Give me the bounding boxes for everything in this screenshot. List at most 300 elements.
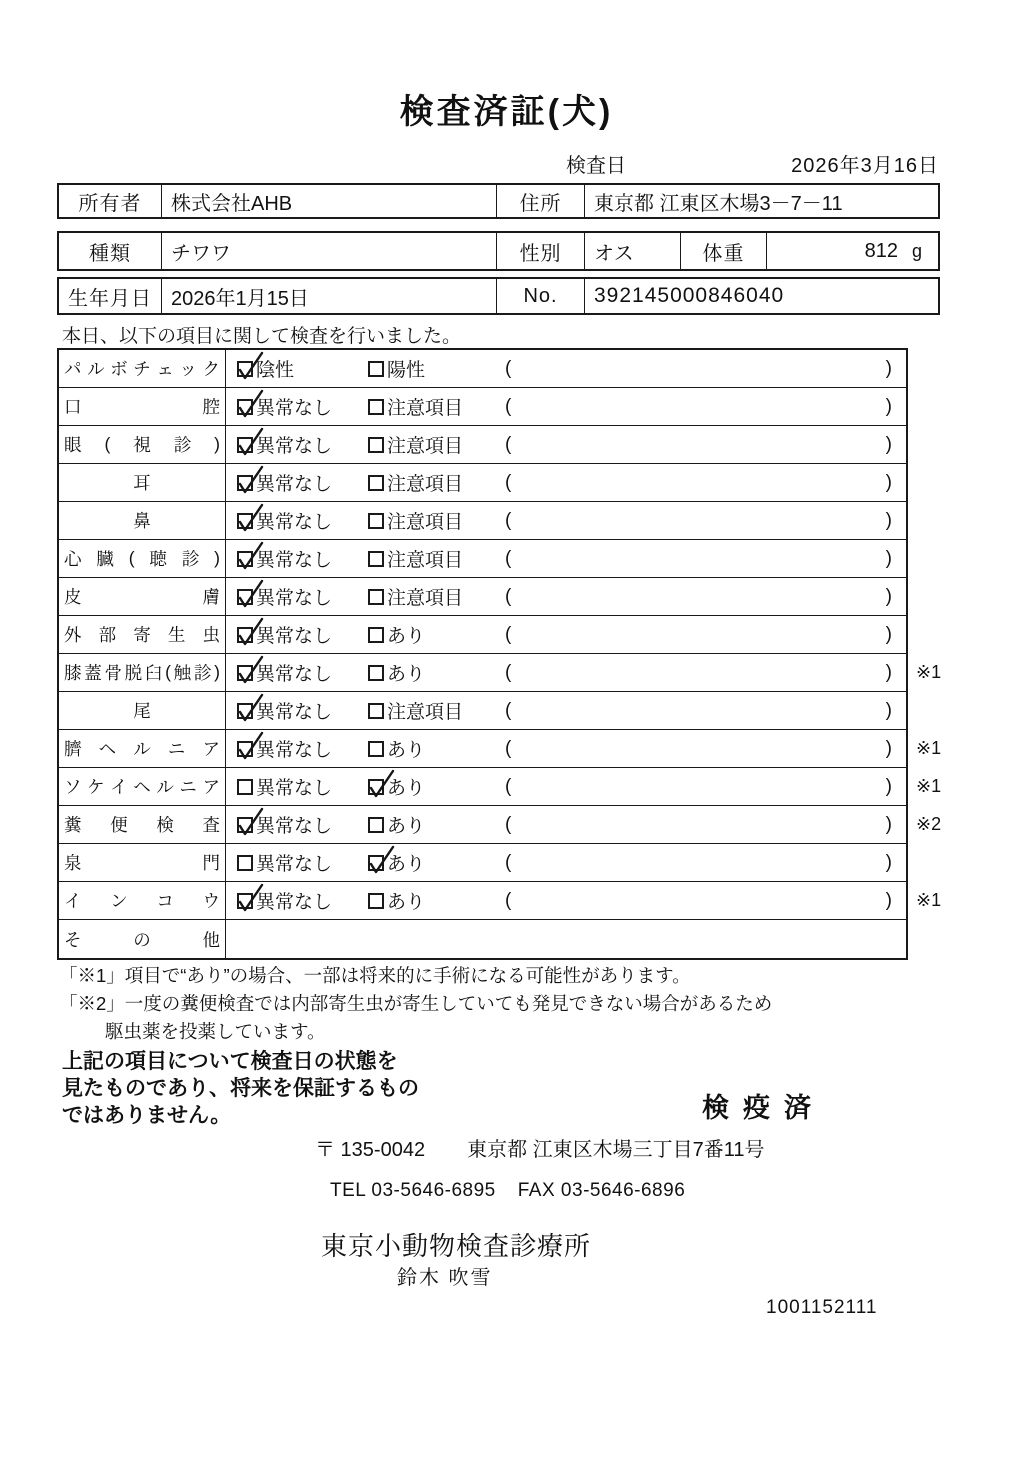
checkbox-checked[interactable]: [237, 589, 253, 605]
clinic-name: 東京小動物検査診療所: [321, 1231, 592, 1261]
paren-open: (: [505, 433, 512, 455]
checkbox-unchecked[interactable]: [368, 437, 384, 453]
label-char: ニ: [167, 739, 186, 759]
check-mark-icon: [234, 693, 264, 723]
checklist-row: [59, 920, 906, 958]
sex-label: 性別: [497, 233, 585, 269]
check-mark-icon: [234, 655, 264, 685]
label-char: 便: [110, 815, 128, 835]
checkbox-checked[interactable]: [237, 513, 253, 529]
label-char: 尾: [133, 701, 151, 721]
paren-close: ): [885, 737, 892, 759]
option-label: 異常なし: [256, 588, 333, 609]
label-char: イ: [110, 777, 128, 797]
label-char: の: [133, 929, 151, 950]
label-char: ): [214, 662, 220, 682]
remarks-field: [505, 852, 906, 874]
owner-info-table: [57, 183, 940, 219]
label-char: イ: [64, 891, 82, 911]
option-label: 異常なし: [256, 436, 333, 457]
checkbox-checked[interactable]: [237, 741, 253, 757]
checklist-row: [59, 540, 906, 578]
disclaimer-text: [62, 1048, 419, 1129]
option-label: 陽性: [387, 360, 426, 381]
paren-close: ): [885, 813, 892, 835]
weight-label: 体重: [681, 233, 767, 269]
checkbox-unchecked[interactable]: [368, 741, 384, 757]
paren-open: (: [505, 851, 512, 873]
checkbox-unchecked[interactable]: [368, 703, 384, 719]
paren-open: (: [505, 509, 512, 531]
paren-open: (: [505, 471, 512, 493]
checkbox-checked[interactable]: [237, 665, 253, 681]
checklist-item-values: [226, 350, 906, 387]
option-secondary: [368, 507, 505, 534]
pet-info-table-row2: [57, 277, 940, 315]
address-label: 住所: [497, 185, 585, 217]
checklist-item-label: [59, 806, 226, 843]
option-secondary: [368, 811, 505, 838]
check-mark-icon: [234, 883, 264, 913]
checkbox-unchecked[interactable]: [368, 589, 384, 605]
label-char: ン: [110, 891, 128, 911]
checkbox-unchecked[interactable]: [237, 855, 253, 871]
check-mark-icon: [234, 541, 264, 571]
quarantine-stamp: 検疫済: [702, 1093, 825, 1123]
option-label: 異常なし: [256, 398, 333, 419]
checklist-item-values: [226, 616, 906, 653]
option-label: 異常なし: [256, 816, 333, 837]
option-secondary: [368, 849, 505, 876]
remarks-field: [505, 890, 906, 912]
intro-text: 本日、以下の項目に関して検査を行いました。: [62, 326, 462, 347]
label-char: ): [214, 434, 220, 454]
option-label: 異常なし: [256, 664, 333, 685]
breed-label: 種類: [59, 233, 162, 269]
label-char: 口: [64, 397, 82, 417]
remarks-field: [505, 510, 906, 532]
paren-close: ): [885, 585, 892, 607]
option-label: 注意項目: [387, 512, 464, 533]
option-primary: [237, 697, 368, 724]
checkbox-checked[interactable]: [237, 475, 253, 491]
clinic-tel: TEL 03-5646-6895: [330, 1180, 496, 1201]
check-mark-icon: [234, 389, 264, 419]
document-code: 1001152111: [766, 1297, 878, 1318]
checklist-item-values: [226, 768, 906, 805]
remarks-field: [505, 548, 906, 570]
label-char: 泉: [64, 853, 82, 873]
weight-value-cell: [767, 233, 938, 269]
label-char: ): [214, 548, 220, 568]
veterinarian-name: 鈴木 吹雪: [397, 1267, 493, 1289]
remarks-field: [505, 700, 906, 722]
checklist-row: [59, 654, 942, 692]
label-char: ク: [202, 359, 220, 379]
label-char: 皮: [64, 587, 82, 607]
checklist-row: [59, 882, 942, 920]
label-char: ヘ: [98, 739, 117, 759]
option-primary: [237, 659, 368, 686]
row-footnote-ref: ※1: [916, 738, 942, 758]
checkbox-unchecked[interactable]: [368, 893, 384, 909]
paren-close: ): [885, 357, 892, 379]
option-secondary: [368, 355, 505, 382]
label-char: 膝: [64, 663, 82, 683]
paren-close: ): [885, 471, 892, 493]
owner-value: 株式会社AHB: [162, 185, 497, 217]
checklist-row: [59, 806, 942, 844]
option-label: 注意項目: [387, 398, 464, 419]
clinic-postal-code: 〒 135-0042: [315, 1139, 426, 1161]
clinic-postal-line: [315, 1133, 765, 1162]
checkbox-checked[interactable]: [237, 361, 253, 377]
checklist-row: [59, 502, 906, 540]
checkbox-checked[interactable]: [237, 399, 253, 415]
label-char: ソ: [64, 777, 82, 797]
label-char: 視: [133, 435, 151, 455]
paren-open: (: [505, 395, 512, 417]
option-label: 異常なし: [256, 854, 333, 875]
inspection-date-value: 2026年3月16日: [791, 155, 939, 177]
row-footnote-ref: ※2: [916, 814, 942, 834]
checkbox-checked[interactable]: [237, 627, 253, 643]
label-char: 鼻: [133, 511, 151, 531]
label-char: 外: [64, 625, 82, 645]
row-footnote-ref: ※1: [916, 890, 942, 910]
label-char: 耳: [133, 473, 151, 493]
label-char: (: [128, 548, 135, 568]
checkbox-unchecked[interactable]: [368, 399, 384, 415]
option-secondary: [368, 887, 505, 914]
label-char: 心: [64, 549, 82, 569]
clinic-address: 東京都 江東区木場三丁目7番11号: [467, 1139, 765, 1161]
row-footnote-ref: ※1: [916, 662, 942, 682]
option-label: 注意項目: [387, 436, 464, 457]
label-char: 膚: [202, 587, 220, 607]
label-char: ア: [202, 739, 220, 759]
paren-close: ): [885, 699, 892, 721]
paren-close: ): [885, 623, 892, 645]
checklist-item-label: [59, 730, 226, 767]
weight-value: 812: [864, 239, 898, 262]
label-char: ル: [156, 777, 174, 797]
paren-open: (: [505, 357, 512, 379]
paren-close: ): [885, 433, 892, 455]
paren-close: ): [885, 775, 892, 797]
footnote-1: 「※1」項目で“あり”の場合、一部は将来的に手術になる可能性があります。: [59, 965, 691, 986]
option-primary: [237, 583, 368, 610]
paren-close: ): [885, 547, 892, 569]
checkbox-checked[interactable]: [237, 817, 253, 833]
option-primary: [237, 355, 368, 382]
label-char: 糞: [64, 815, 82, 835]
option-secondary: [368, 545, 505, 572]
paren-close: ): [885, 661, 892, 683]
option-secondary: [368, 431, 505, 458]
label-char: 聴: [149, 549, 167, 569]
label-char: 診: [193, 663, 212, 683]
checklist-item-label: [59, 350, 226, 387]
weight-unit: g: [911, 240, 922, 261]
paren-close: ): [885, 851, 892, 873]
label-char: 臼: [144, 663, 163, 683]
checklist-item-values: [226, 692, 906, 729]
footnote-2-continued: 駆虫薬を投薬しています。: [105, 1021, 326, 1042]
label-char: 臍: [64, 739, 82, 759]
option-secondary: [368, 735, 505, 762]
document-title: 検査済証(犬): [399, 93, 614, 131]
remarks-field: [505, 662, 906, 684]
checkbox-checked[interactable]: [368, 779, 384, 795]
label-char: 眼: [64, 435, 82, 455]
checklist-row: [59, 844, 906, 882]
option-label: 異常なし: [256, 474, 333, 495]
check-mark-icon: [234, 351, 264, 381]
footnotes: [59, 962, 772, 1046]
option-label: 異常なし: [256, 626, 333, 647]
clinic-fax: FAX 03-5646-6896: [517, 1180, 686, 1201]
option-secondary: [368, 659, 505, 686]
checklist-row: [59, 768, 942, 806]
checklist-item-label: [59, 464, 226, 501]
check-mark-icon: [234, 731, 264, 761]
label-char: 門: [202, 853, 220, 873]
option-primary: [237, 431, 368, 458]
option-label: あり: [387, 816, 426, 837]
check-mark-icon: [365, 845, 395, 875]
label-char: パ: [64, 359, 82, 379]
label-char: ル: [87, 359, 105, 379]
certificate-no-value: 392145000846040: [594, 284, 785, 307]
option-primary: [237, 849, 368, 876]
check-mark-icon: [234, 617, 264, 647]
checkbox-unchecked[interactable]: [368, 817, 384, 833]
label-char: 寄: [133, 625, 151, 645]
option-label: 注意項目: [387, 702, 464, 723]
option-primary: [237, 393, 368, 420]
paren-open: (: [505, 775, 512, 797]
option-secondary: [368, 583, 505, 610]
option-label: あり: [387, 740, 426, 761]
checklist-row: [59, 426, 906, 464]
label-char: 虫: [202, 625, 220, 645]
option-primary: [237, 811, 368, 838]
checkbox-unchecked[interactable]: [368, 513, 384, 529]
remarks-field: [505, 776, 906, 798]
checkbox-unchecked[interactable]: [368, 475, 384, 491]
option-primary: [237, 469, 368, 496]
birthdate-value: 2026年1月15日: [162, 279, 497, 313]
address-value: 東京都 江東区木場3－7－11: [594, 192, 843, 215]
remarks-field: [505, 738, 906, 760]
checklist-item-label: [59, 882, 226, 919]
label-char: (: [165, 662, 171, 682]
paren-open: (: [505, 889, 512, 911]
remarks-field: [505, 396, 906, 418]
option-label: 注意項目: [387, 474, 464, 495]
option-label: 異常なし: [256, 512, 333, 533]
option-label: あり: [387, 626, 426, 647]
check-mark-icon: [234, 503, 264, 533]
checkbox-checked[interactable]: [237, 893, 253, 909]
checkbox-unchecked[interactable]: [237, 779, 253, 795]
checklist-item-label: [59, 540, 226, 577]
label-char: ア: [202, 777, 220, 797]
checklist-item-label: [59, 616, 226, 653]
checkbox-checked[interactable]: [237, 437, 253, 453]
label-char: コ: [156, 891, 174, 911]
birthdate-label: 生年月日: [59, 279, 162, 313]
check-mark-icon: [234, 807, 264, 837]
check-mark-icon: [234, 579, 264, 609]
sex-value: オス: [585, 233, 681, 269]
option-primary: [237, 621, 368, 648]
option-secondary: [368, 697, 505, 724]
checklist-item-values: [226, 806, 906, 843]
option-primary: [237, 887, 368, 914]
option-label: あり: [387, 778, 426, 799]
checklist-row: [59, 616, 906, 654]
checkbox-unchecked[interactable]: [368, 627, 384, 643]
checklist-item-label: [59, 578, 226, 615]
checklist-item-values: [226, 426, 906, 463]
option-secondary: [368, 469, 505, 496]
label-char: ウ: [202, 891, 220, 911]
checklist-item-label: [59, 920, 226, 958]
checklist-item-label: [59, 654, 226, 691]
inspection-date-label: 検査日: [566, 155, 626, 177]
inspection-checklist-table: [57, 348, 942, 960]
disclaimer-line-2: 見たものであり、将来を保証するもの: [62, 1077, 419, 1100]
clinic-phone-line: [330, 1180, 685, 1202]
option-label: 異常なし: [256, 778, 333, 799]
label-char: 生: [167, 625, 186, 645]
check-mark-icon: [234, 427, 264, 457]
option-label: 注意項目: [387, 550, 464, 571]
remarks-field: [505, 624, 906, 646]
label-char: ヘ: [133, 777, 151, 797]
remarks-field: [505, 434, 906, 456]
owner-label: 所有者: [59, 185, 162, 217]
option-primary: [237, 735, 368, 762]
paren-open: (: [505, 585, 512, 607]
checklist-item-values: [226, 540, 906, 577]
paren-open: (: [505, 547, 512, 569]
checklist-item-label: [59, 768, 226, 805]
checkbox-checked[interactable]: [237, 703, 253, 719]
option-primary: [237, 773, 368, 800]
option-primary: [237, 507, 368, 534]
checklist-item-label: [59, 692, 226, 729]
option-label: あり: [387, 892, 426, 913]
label-char: 骨: [104, 663, 122, 683]
label-char: ル: [133, 739, 151, 759]
checkbox-checked[interactable]: [237, 551, 253, 567]
checklist-row: [59, 578, 906, 616]
remarks-field: [505, 814, 906, 836]
option-label: 異常なし: [256, 892, 333, 913]
check-mark-icon: [365, 769, 395, 799]
label-char: 脱: [124, 663, 143, 683]
label-char: ェ: [156, 359, 174, 379]
checkbox-unchecked[interactable]: [368, 665, 384, 681]
label-char: 腔: [202, 397, 220, 417]
checklist-row: [59, 350, 906, 388]
label-char: 査: [202, 815, 220, 835]
checkbox-unchecked[interactable]: [368, 551, 384, 567]
option-label: 異常なし: [256, 550, 333, 571]
option-primary: [237, 545, 368, 572]
label-char: ッ: [179, 359, 197, 379]
certificate-no-label: No.: [497, 279, 585, 313]
paren-close: ): [885, 889, 892, 911]
paren-close: ): [885, 509, 892, 531]
checklist-item-label: [59, 502, 226, 539]
row-footnote-ref: ※1: [916, 776, 942, 796]
checklist-item-values: [226, 920, 906, 958]
checklist-item-values: [226, 388, 906, 425]
label-char: 他: [202, 929, 220, 950]
checkbox-checked[interactable]: [368, 855, 384, 871]
checklist-row: [59, 730, 942, 768]
label-char: チ: [133, 359, 151, 379]
option-secondary: [368, 773, 505, 800]
label-char: (: [104, 434, 111, 454]
paren-open: (: [505, 813, 512, 835]
paren-open: (: [505, 623, 512, 645]
check-mark-icon: [234, 465, 264, 495]
label-char: ニ: [179, 777, 197, 797]
label-char: そ: [64, 929, 82, 950]
disclaimer-line-3: ではありません。: [62, 1104, 232, 1127]
paren-open: (: [505, 699, 512, 721]
checklist-row: [59, 464, 906, 502]
checklist-item-values: [226, 882, 906, 919]
checklist-item-label: [59, 844, 226, 881]
label-char: 部: [98, 625, 117, 645]
label-char: 臓: [96, 549, 114, 569]
checklist-item-label: [59, 426, 226, 463]
paren-open: (: [505, 737, 512, 759]
footnote-2: 「※2」一度の糞便検査では内部寄生虫が寄生していても発見できない場合があるため: [59, 993, 773, 1014]
remarks-field: [505, 586, 906, 608]
option-secondary: [368, 393, 505, 420]
label-char: 診: [181, 549, 200, 569]
paren-open: (: [505, 661, 512, 683]
remarks-field: [505, 358, 906, 380]
checklist-item-label: [59, 388, 226, 425]
label-char: 触: [173, 663, 192, 683]
label-char: ボ: [110, 359, 128, 379]
checklist-item-values: [226, 578, 906, 615]
checklist-item-values: [226, 464, 906, 501]
option-label: 異常なし: [256, 740, 333, 761]
label-char: 診: [173, 435, 192, 455]
breed-value: チワワ: [162, 233, 497, 269]
remarks-field: [505, 472, 906, 494]
checklist-item-values: [226, 844, 906, 881]
checklist-row: [59, 692, 906, 730]
label-char: 検: [156, 815, 174, 835]
label-char: 蓋: [84, 663, 102, 683]
checklist-row: [59, 388, 906, 426]
checkbox-unchecked[interactable]: [368, 361, 384, 377]
option-label: 異常なし: [256, 702, 333, 723]
option-secondary: [368, 621, 505, 648]
paren-close: ): [885, 395, 892, 417]
label-char: ケ: [87, 777, 105, 797]
